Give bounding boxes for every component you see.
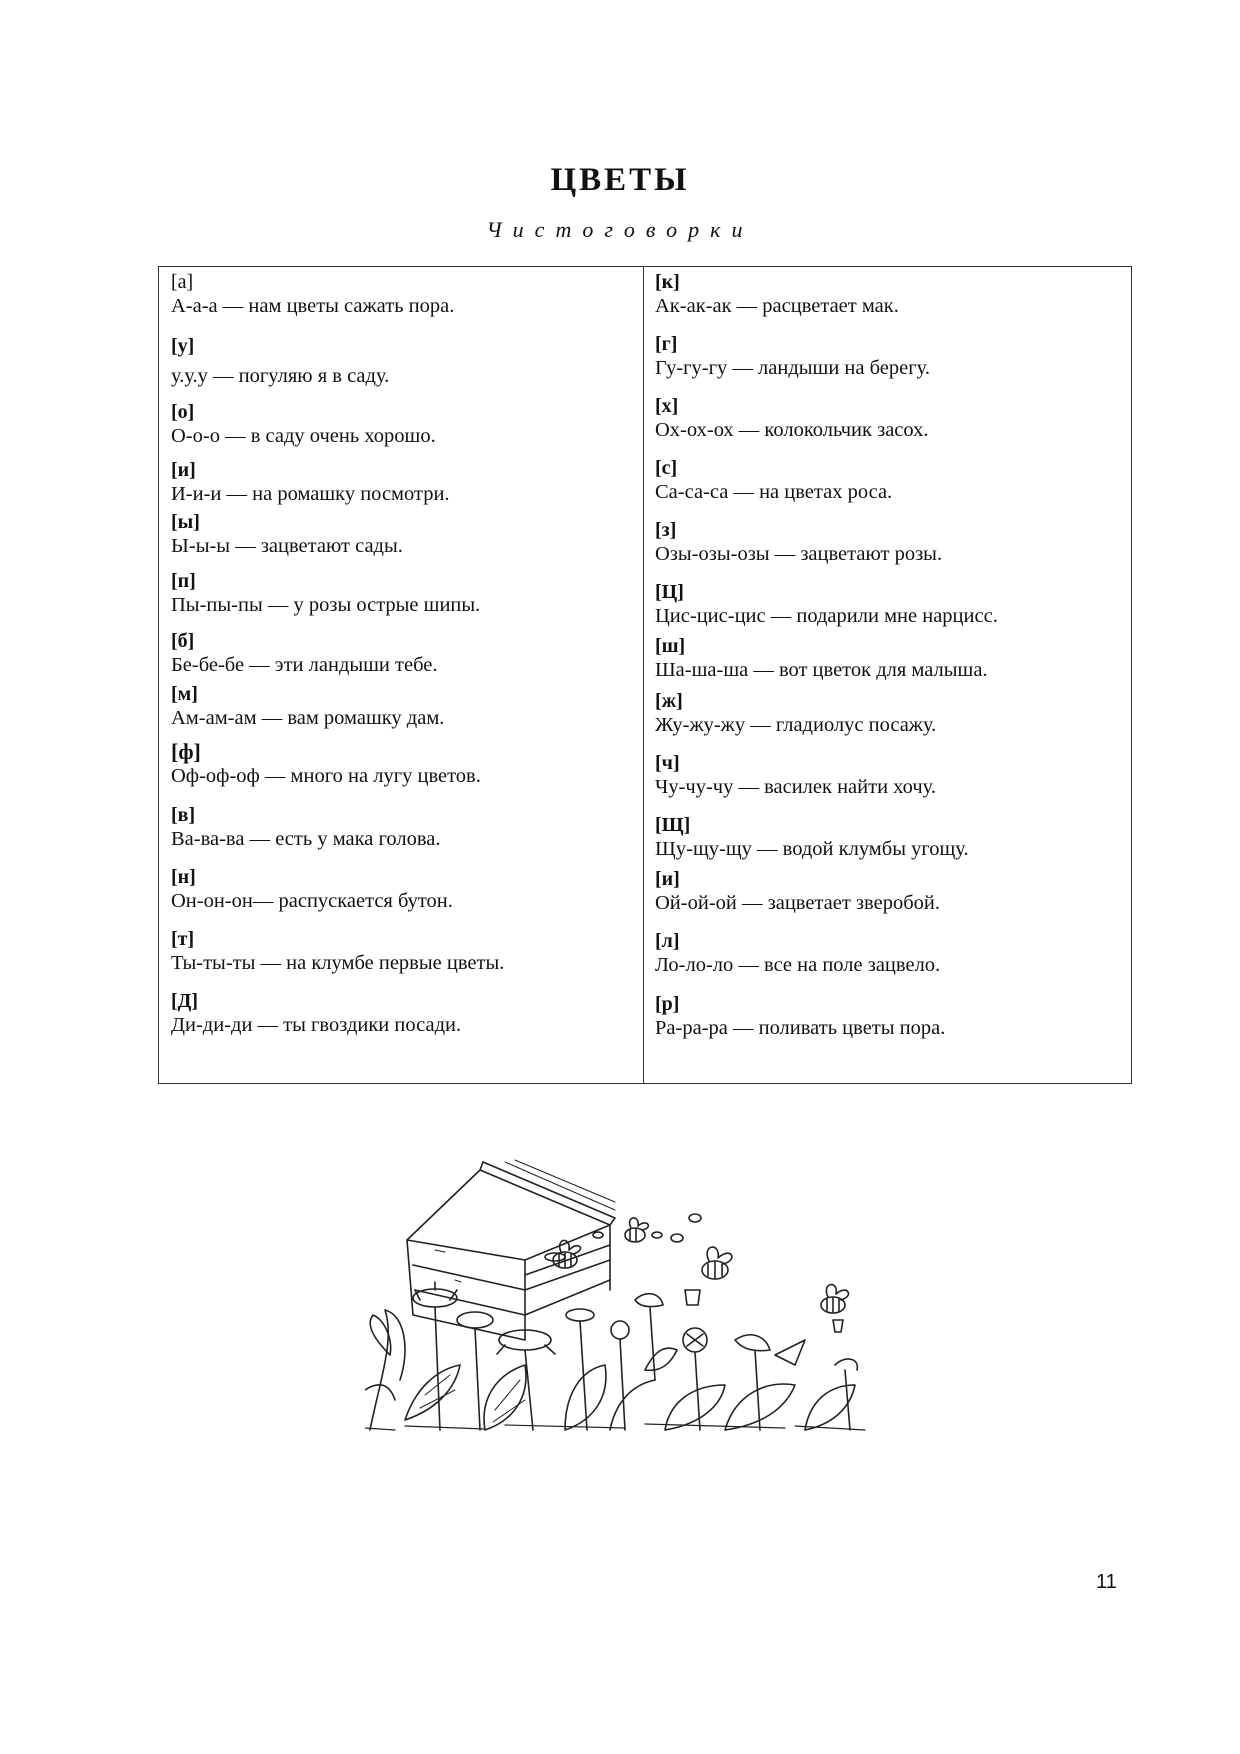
- list-item: [655, 752, 1125, 800]
- page-subtitle: Чистоговорки: [486, 217, 754, 242]
- sound-label: [Д]: [171, 990, 199, 1012]
- list-item: [655, 930, 1125, 978]
- list-item: [655, 690, 1125, 738]
- list-item: [655, 993, 1125, 1041]
- tongue-twister-line: Ам-ам-ам — вам ромашку дам.: [171, 707, 445, 729]
- tongue-twister-line: Чу-чу-чу — василек найти хочу.: [655, 776, 937, 798]
- list-item: [171, 990, 631, 1038]
- list-item: [655, 457, 1125, 505]
- list-item: [171, 335, 631, 389]
- sound-label: [ч]: [655, 752, 680, 774]
- tongue-twister-line: И-и-и — на ромашку посмотри.: [171, 483, 450, 505]
- list-item: [655, 333, 1125, 381]
- sound-label: [м]: [171, 683, 198, 705]
- list-item: [171, 866, 631, 914]
- tongue-twister-line: Ло-ло-ло — все на поле зацвело.: [655, 954, 941, 976]
- column-divider: [643, 267, 644, 1083]
- list-item: [655, 395, 1125, 443]
- list-item: [171, 630, 631, 678]
- tongue-twister-line: Цис-цис-цис — подарили мне нарцисс.: [655, 605, 998, 627]
- tongue-twister-line: Гу-гу-гу — ландыши на берегу.: [655, 357, 930, 379]
- list-item: [171, 271, 631, 319]
- tongue-twister-line: Ы-ы-ы — зацветают сады.: [171, 535, 403, 557]
- sound-label: [ж]: [655, 690, 683, 712]
- flower-bed: [365, 1282, 857, 1430]
- tongue-twister-line: Ак-ак-ак — расцветает мак.: [655, 295, 899, 317]
- tongue-twister-line: А-а-а — нам цветы сажать пора.: [171, 295, 455, 317]
- page-title: ЦВЕТЫ: [550, 162, 690, 198]
- list-item: [171, 928, 631, 976]
- sound-label: [б]: [171, 630, 195, 652]
- sound-label: [т]: [171, 928, 195, 950]
- sound-label: [ш]: [655, 635, 686, 657]
- tongue-twister-line: Он-он-он— распускается бутон.: [171, 890, 453, 912]
- sound-label: [Ц]: [655, 581, 684, 603]
- tongue-twister-line: Ва-ва-ва — есть у мака голова.: [171, 828, 441, 850]
- sound-label: [и]: [171, 459, 196, 481]
- sound-label: [и]: [655, 868, 680, 890]
- beehive: [407, 1160, 615, 1340]
- sound-label: [г]: [655, 333, 678, 355]
- sound-label: [о]: [171, 401, 195, 423]
- list-item: [171, 459, 631, 507]
- bee: [625, 1218, 648, 1242]
- sound-label: [с]: [655, 457, 678, 479]
- sound-label: [л]: [655, 930, 680, 952]
- sound-label: [в]: [171, 804, 196, 826]
- tongue-twister-line: Ох-ох-ох — колокольчик засох.: [655, 419, 929, 441]
- page-number: 11: [1096, 1571, 1117, 1593]
- tongue-twister-line: Пы-пы-пы — у розы острые шипы.: [171, 594, 481, 616]
- list-item: [655, 519, 1125, 567]
- tongue-twister-line: Озы-озы-озы — зацветают розы.: [655, 543, 943, 565]
- tongue-twister-line: Ша-ша-ша — вот цветок для малыша.: [655, 659, 988, 681]
- list-item: [171, 511, 631, 559]
- tongue-twister-line: Бе-бе-бе — эти ландыши тебе.: [171, 654, 438, 676]
- sound-label: [ы]: [171, 511, 200, 533]
- list-item: [171, 683, 631, 731]
- bee: [685, 1247, 732, 1305]
- list-item: [171, 401, 631, 449]
- sound-label: [к]: [655, 271, 680, 293]
- list-item: [171, 804, 631, 852]
- list-item: [171, 570, 631, 618]
- sound-label: [Щ]: [655, 814, 691, 836]
- sound-label: [х]: [655, 395, 679, 417]
- beehive-flowers-illustration: [365, 1140, 915, 1455]
- sound-label: [а]: [171, 271, 194, 293]
- tongue-twister-line: у.у.у — погуляю я в саду.: [171, 365, 390, 387]
- tongue-twister-line: Щу-щу-щу — водой клумбы угощу.: [655, 838, 969, 860]
- tongue-twister-line: Ой-ой-ой — зацветает зверобой.: [655, 892, 940, 914]
- list-item: [655, 635, 1125, 683]
- list-item: [655, 868, 1125, 916]
- list-item: [655, 271, 1125, 319]
- tongue-twister-line: О-о-о — в саду очень хорошо.: [171, 425, 436, 447]
- list-item: [171, 741, 631, 789]
- tongue-twister-line: Ди-ди-ди — ты гвоздики посади.: [171, 1014, 462, 1036]
- sound-label: [ф]: [171, 739, 201, 764]
- tongue-twister-line: Ты-ты-ты — на клумбе первые цветы.: [171, 952, 505, 974]
- tongue-twister-line: Ра-ра-ра — поливать цветы пора.: [655, 1017, 946, 1039]
- sound-label: [п]: [171, 570, 196, 592]
- tongue-twister-line: Оф-оф-оф — много на лугу цветов.: [171, 765, 481, 787]
- list-item: [655, 581, 1125, 629]
- tongue-twister-line: Жу-жу-жу — гладиолус посажу.: [655, 714, 937, 736]
- tongue-twister-table: [158, 266, 1132, 1084]
- bee: [821, 1285, 848, 1332]
- sound-label: [н]: [171, 866, 196, 888]
- sound-label: [р]: [655, 993, 680, 1015]
- sound-label: [з]: [655, 519, 677, 541]
- sound-label: [у]: [171, 335, 195, 357]
- list-item: [655, 814, 1125, 862]
- tongue-twister-line: Са-са-са — на цветах роса.: [655, 481, 893, 503]
